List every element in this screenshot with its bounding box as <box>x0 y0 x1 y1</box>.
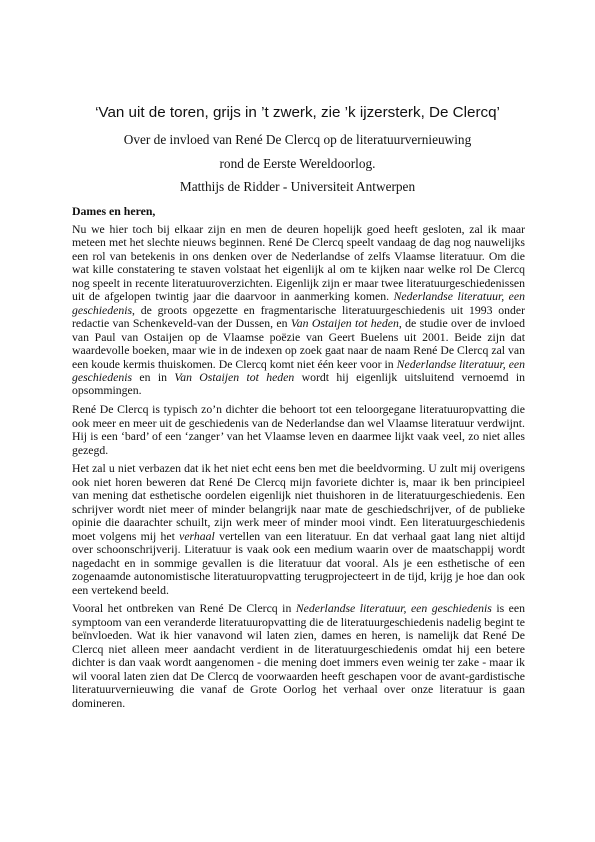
page-title: ‘Van uit de toren, grijs in ’t zwerk, zie ’k ijzersterk, De Clercq’ <box>95 104 500 121</box>
paragraph-1-text: , de studie over de invloed van Paul van Ostaijen op de Vlaamse poëzie van Geert Buelens uit 2001. Beide zijn dat waardevolle boeken, maar wie in de indexen op zoek gaat naar de naam René De Clercq zal van een koude kermis thuiskomen. De Clercq komt niet één keer voor in <box>72 317 526 371</box>
paragraph-3-text: Het zal u niet verbazen dat ik het niet echt eens ben met die beeldvorming. U zult mij overigens ook niet horen beweren dat René De Clercq mijn favoriete dichter is, maar ik ben principieel van mening dat esthetische oordelen eigenlijk niet thuishoren in de literatuurgeschiedenis. Een schrijver wordt niet meer of minder belangrijk naar mate de geschiedschrijver, of de publieke opinie die daarachter schuilt, zijn werk meer of minder mooi vindt. Een literatuurgeschiedenis moet volgens mij het <box>72 462 525 543</box>
paragraph-1-text: wordt hij eigenlijk uitsluitend vernoemd in opsommingen. <box>72 370 525 398</box>
body-text <box>72 223 525 715</box>
paragraph-1-text: Nu we hier toch bij elkaar zijn en men de deuren hopelijk goed heeft gesloten, zal ik maar meteen met het slechte nieuws beginnen. René De Clercq speelt vandaag de dag nog nauwelijks een rol van betekenis in ons denken over de Nederlandse of zelfs Vlaamse literatuur. Om die wat kille constatering te staven volstaat het eigenlijk al om te kijken naar welke rol De Clercq nog speelt in recente literatuuroverzichten. Eigenlijk zijn er maar twee literatuurgeschiedenissen uit de afgelopen twintig jaar die daarvoor in aanmerking komen. <box>72 223 525 304</box>
book-title-italic: Nederlandse literatuur, een geschiedenis <box>72 290 525 317</box>
paragraph-2: René De Clercq is typisch zo’n dichter die behoort tot een teloorgegane literatuuropvatting die ook meer en meer uit de geschiedenis van de Nederlandse dan wel Vlaamse literatuur verdwijnt. Hij is een ‘bard’ of een ‘zanger’ van het Vlaamse leven en daarmee lijkt vaak veel, zo niet alles gezegd. <box>72 403 525 457</box>
book-title-italic: Nederlandse literatuur, een geschiedenis <box>72 357 525 384</box>
paragraph-4-text: Vooral het ontbreken van René De Clercq in <box>72 602 296 616</box>
paragraph-1-text: , de groots opgezette en fragmentarische literatuurgeschiedenis uit 1993 onder redactie van Schenkeveld-van der Dussen, en <box>72 303 525 331</box>
paragraph-4 <box>72 602 525 710</box>
paragraph-1-text: en in <box>132 370 175 384</box>
book-title-italic: Nederlandse literatuur, een geschiedenis <box>295 602 492 616</box>
book-title-italic: Van Ostaijen tot heden <box>290 317 399 331</box>
subtitle: Over de invloed van René De Clercq op de literatuurvernieuwing <box>123 132 472 147</box>
paragraph-1 <box>72 223 525 398</box>
paragraph-3-text: vertellen van een literatuur. En dat verhaal gaat lang niet altijd over schoonschrijverij. Literatuur is vaak ook een medium waarin over de maatschappij wordt nagedacht en in sommige gevallen is die literatuur dat vooral. Als je een esthetische of een zogenaamde autonomistische literatuuropvatting terugprojecteert in de tijd, krijg je hoe dan ook een vertekend beeld. <box>72 529 525 597</box>
paragraph-3 <box>72 462 525 597</box>
book-title-italic: Van Ostaijen tot heden <box>174 370 295 384</box>
author-affiliation: Matthijs de Ridder - Universiteit Antwerpen <box>179 179 416 194</box>
subtitle-continued: rond de Eerste Wereldoorlog. <box>219 156 376 171</box>
emphasis-italic: verhaal <box>179 529 215 543</box>
salutation: Dames en heren, <box>72 204 156 218</box>
paragraph-4-text: is een symptoom van een veranderde literatuuropvatting die de literatuurgeschiedenis nadelig begint te beïnvloeden. Wat ik hier vanavond wil laten zien, dames en heren, is namelijk dat René De Clercq niet alleen meer aandacht verdient in de literatuurgeschiedenis omdat hij een betere dichter is dan vaak wordt aangenomen - die mening doet immers even weinig ter zake - maar ik wil vooral laten zien dat De Clercq de voorwaarden heeft geschapen voor de avant-gardistische literatuurvernieuwing die vanaf de Grote Oorlog het verhaal over onze literatuur is gaan domineren. <box>72 602 525 710</box>
